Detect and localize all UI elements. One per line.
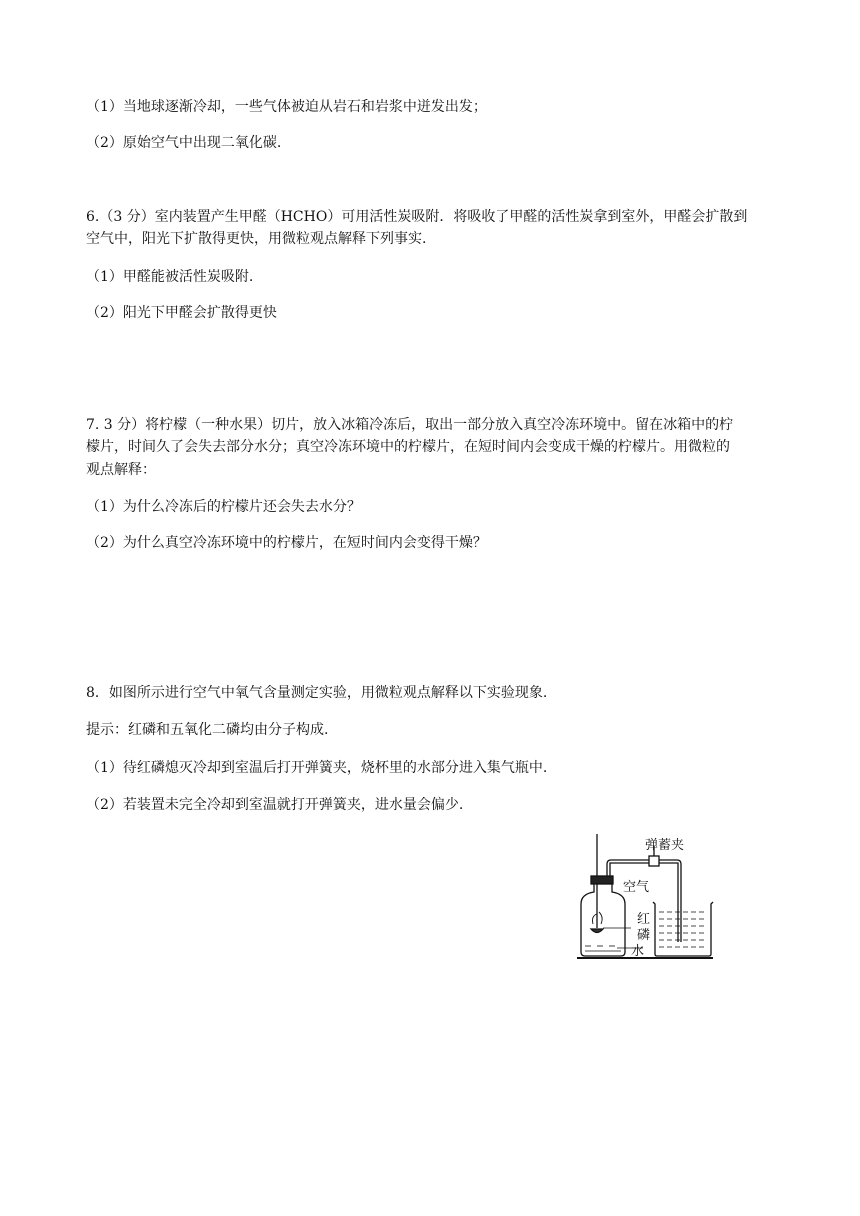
- q6-sub1: （1）甲醛能被活性炭吸附.: [86, 269, 254, 285]
- q5-sub2: （2）原始空气中出现二氧化碳.: [86, 135, 282, 151]
- q6-sub2: （2）阳光下甲醛会扩散得更快: [86, 305, 277, 321]
- oxygen-experiment-diagram: [577, 832, 717, 960]
- q7-line1: 7. 3 分）将柠檬（一种水果）切片，放入冰箱冷冻后，取出一部分放入真空冷冻环境中。留在冰箱中的柠: [86, 417, 734, 433]
- q6-line1: 6.（3 分）室内装置产生甲醛（HCHO）可用活性炭吸附．将吸收了甲醛的活性炭拿到室外，甲醛会扩散到: [86, 209, 748, 225]
- phosphorus-label-1: 红: [637, 912, 651, 927]
- q7-line3: 观点解释：: [86, 462, 156, 478]
- q7-sub2: （2）为什么真空冷冻环境中的柠檬片，在短时间内会变得干燥？: [86, 535, 487, 551]
- spoon-cup: [591, 929, 603, 933]
- q8-line1: 8．如图所示进行空气中氧气含量测定实验，用微粒观点解释以下实验现象.: [86, 685, 548, 701]
- spring-clip: [649, 856, 659, 866]
- collecting-bottle: [581, 884, 625, 956]
- q8-sub2: （2）若装置未完全冷却到室温就打开弹簧夹，进水量会偏少.: [86, 797, 464, 813]
- q7-line2: 檬片，时间久了会失去部分水分；真空冷冻环境中的柠檬片，在短时间内会变成干燥的柠檬片。用微粒的: [86, 439, 730, 455]
- q5-sub1: （1）当地球逐渐冷却，一些气体被迫从岩石和岩浆中迸发出发；: [86, 99, 487, 115]
- q6-line2: 空气中，阳光下扩散得更快，用微粒观点解释下列事实.: [86, 231, 427, 247]
- beaker: [653, 902, 713, 956]
- water-label: 水: [631, 944, 645, 959]
- clip-label: 弹蓄夹: [645, 838, 685, 853]
- q8-sub1: （1）待红磷熄灭冷却到室温后打开弹簧夹，烧杯里的水部分进入集气瓶中.: [86, 760, 548, 776]
- air-label: 空气: [623, 880, 650, 895]
- phosphorus-label-2: 磷: [637, 928, 651, 943]
- q7-sub1: （1）为什么冷冻后的柠檬片还会失去水分？: [86, 499, 361, 515]
- q8-hint: 提示：红磷和五氧化二磷均由分子构成.: [86, 722, 329, 738]
- stopper: [591, 876, 613, 884]
